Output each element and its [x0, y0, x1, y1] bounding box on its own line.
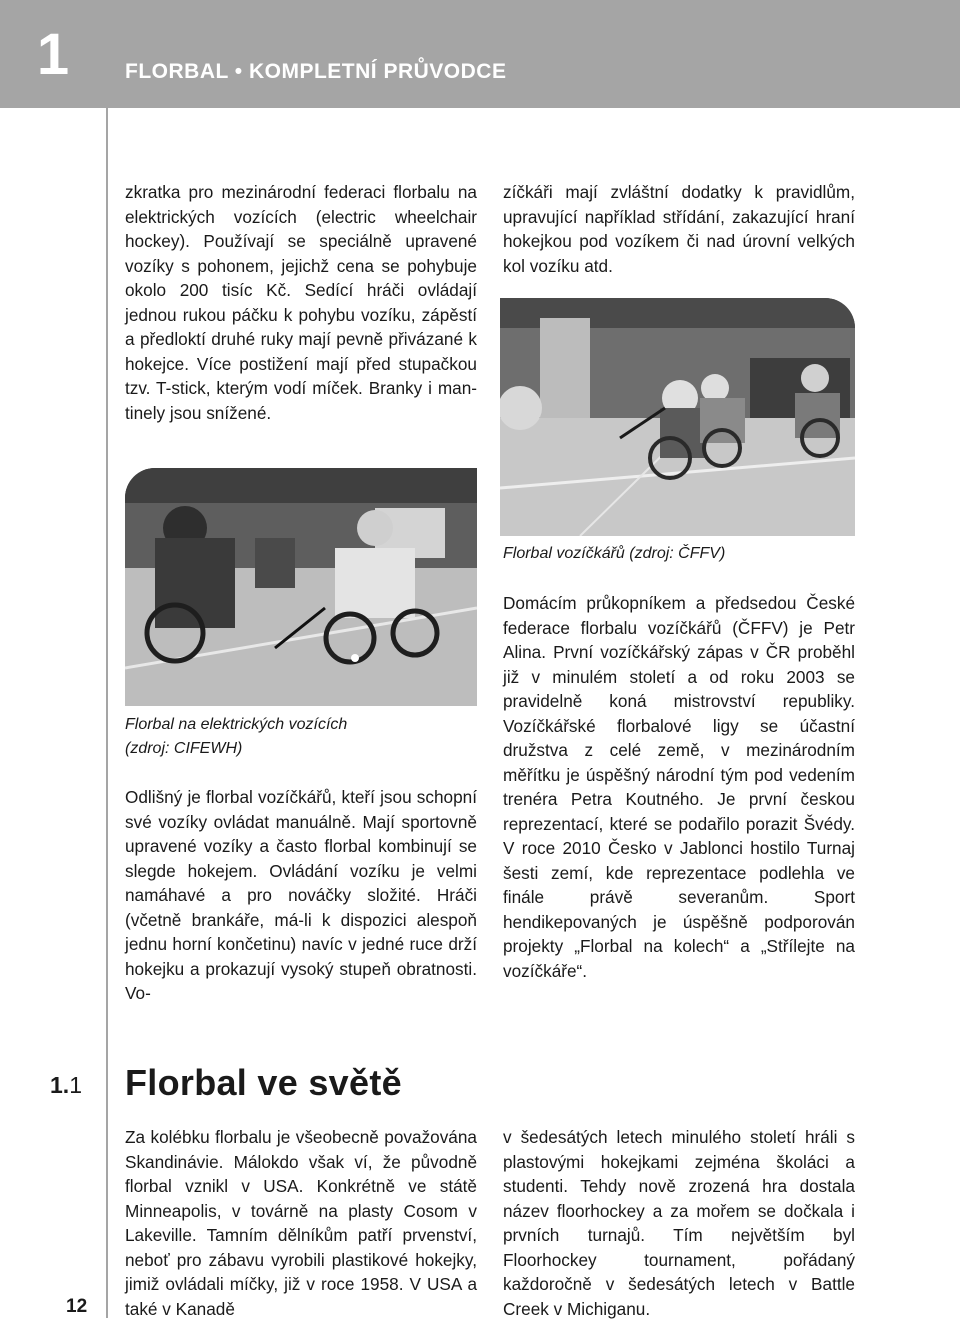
paragraph: Za kolébku florbalu je všeobecně považována Skandinávie. Málokdo však ví, že původně florbal vznikl v USA. Konkrétně ve státě Minneapolis, v továrně na plasty Cosom v Lakeville. Tamním dělníkům patří prvenství, neboť pro zábavu vyrobili plastikové hokejky, jimiž ovládali míčky, již v roce 1958. V USA a také v Kanadě — [125, 1127, 477, 1319]
paragraph: zkratka pro mezinárodní federaci florbalu na elektrických vozících (electric wheelchair hockey). Používají se speciálně upravené vozíky s pohonem, jejichž cena se pohybuje okolo 200 tisíc Kč. Sedící hráči ovládají jednou rukou páčku k pohybu vozíku, zápěstí a předloktí druhé ruky mají pevně přivázané k hokejce. Více postižení mají před stupačkou tzv. T-stick, kterým vodí míček. Branky i mantinely jsou snížené. — [125, 182, 477, 423]
photo-caption-left: Florbal na elektrických vozících (zdroj: CIFEWH) — [125, 716, 348, 757]
photo-caption-right: Florbal vozíčkářů (zdroj: ČFFV) — [503, 545, 726, 562]
section-number-sub: 1 — [69, 1072, 82, 1098]
paragraph: v šedesátých letech minulého století hráli s plastovými hokejkami zejména školáci a studenti. Tehdy nově zrozená hra dostala název floorhockey a za mořem se dočkala i prvních turnajů. Tím největším byl Floorhockey tournament, pořádaný každoročně v šedesátých letech v Battle Creek v Michiganu. — [503, 1127, 855, 1319]
section-number-main: 1. — [50, 1072, 70, 1098]
photo-wheelchair-floorball — [500, 298, 855, 536]
margin-rule — [106, 0, 108, 1318]
paragraph: Odlišný je florbal vozíčkářů, kteří jsou schopní své vozíky ovládat manuálně. Mají sportovně upravené vozíky a často florbal kombinují se slegde hokejem. Ovládání vozíku je velmi namáhavé a pro nováčky složité. Hráči (včetně brankáře, má-li k dispozici alespoň jednu horní končetinu) navíc v jedné ruce drží hokejku a prokazují vysoký stupeň obratnosti. Vo- — [125, 787, 477, 1003]
chapter-number: 1 — [36, 21, 70, 87]
body-text-col1-mid — [125, 785, 477, 1006]
body-text-col2-bottom — [503, 1125, 855, 1321]
body-text-col2-top — [503, 180, 855, 278]
paragraph: zíčkáři mají zvláštní dodatky k pravidlům, upravující například střídání, zakazující hraní hokejkou pod vozíkem či nad úrovní velkých kol vozíku atd. — [503, 182, 855, 276]
section-title: Florbal ve světě — [125, 1062, 402, 1103]
section-number — [50, 1072, 82, 1099]
body-text-col1-bottom — [125, 1125, 477, 1321]
body-text-col1-top — [125, 180, 477, 425]
body-text-col2-mid — [503, 591, 855, 983]
page-number: 12 — [66, 1296, 88, 1317]
photo-electric-wheelchair-hockey — [125, 468, 477, 706]
paragraph: Domácím průkopníkem a předsedou České federace florbalu vozíčkářů (ČFFV) je Petr Alina. První vozíčkářský zápas v ČR proběhl již v minulém století a od roku 2003 se pravidelně koná mistrovství republiky. Vozíčkářské florbalové ligy se účastní družstva z celé země, v mezinárodním měřítku je úspěšný národní tým pod vedením trenéra Petra Koutného. Je první českou reprezentací, které se podařilo porazit Švédy. V roce 2010 Česko v Jablonci hostilo Turnaj šesti zemí, kde reprezentace podlehla ve finále právě severanům. Sport hendikepovaných je úspěšně podporován projekty „Florbal na kolech“ a „Střílejte na vozíčkáře“. — [503, 593, 855, 981]
running-header-title: FLORBAL • KOMPLETNÍ PRŮVODCE — [125, 60, 507, 83]
header-bar — [0, 0, 960, 108]
